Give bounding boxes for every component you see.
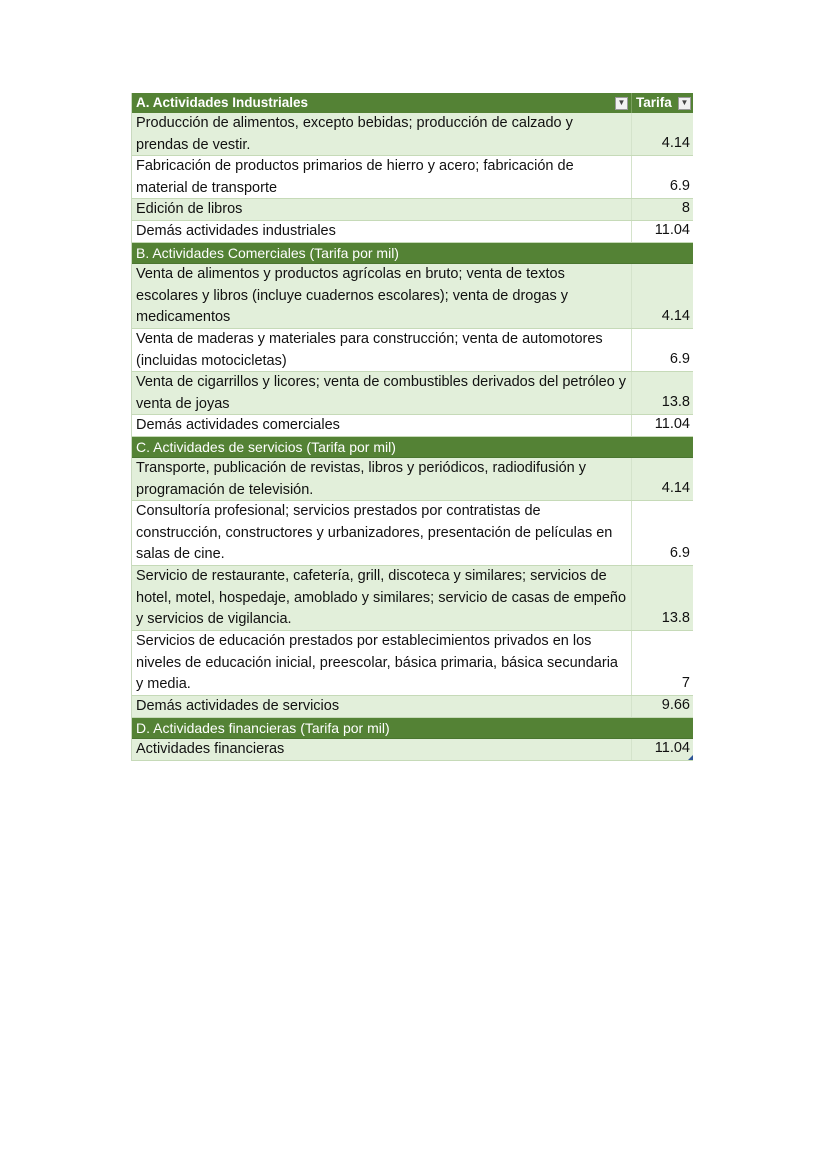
tarifa-cell: 6.9	[631, 329, 693, 371]
section-header-row[interactable]	[132, 243, 693, 264]
activity-cell: Servicios de educación prestados por establecimientos privados en los niveles de educación inicial, preescolar, básica primaria, básica secundaria y media.	[136, 633, 618, 693]
section-header-row[interactable]	[132, 437, 693, 458]
tarifa-column-header[interactable]	[631, 93, 693, 113]
tarifa-cell: 11.04	[631, 739, 693, 760]
table-row[interactable]	[132, 631, 693, 696]
table-row[interactable]	[132, 415, 693, 437]
section-title: B. Actividades Comerciales (Tarifa por mil)	[136, 245, 399, 261]
section-header-row[interactable]	[132, 718, 693, 739]
tarifa-table	[131, 93, 693, 761]
filter-dropdown-icon[interactable]: ▼	[678, 97, 691, 110]
activity-cell: Demás actividades industriales	[136, 223, 336, 239]
tarifa-cell: 13.8	[631, 566, 693, 630]
activity-column-header[interactable]	[132, 93, 631, 113]
activity-cell: Edición de libros	[136, 201, 243, 217]
activity-cell: Servicio de restaurante, cafetería, grill, discoteca y similares; servicios de hotel, motel, hospedaje, amoblado y similares; servicio de casas de empeño y servicios de vigilancia.	[136, 568, 627, 628]
tarifa-cell: 13.8	[631, 372, 693, 414]
table-row[interactable]	[132, 501, 693, 566]
table-row[interactable]	[132, 458, 693, 501]
section-title: D. Actividades financieras (Tarifa por mil)	[136, 720, 390, 736]
section-title: C. Actividades de servicios (Tarifa por mil)	[136, 439, 396, 455]
activity-cell: Venta de alimentos y productos agrícolas en bruto; venta de textos escolares y libros (incluye cuadernos escolares); venta de drogas y medicamentos	[136, 266, 568, 326]
activity-cell: Actividades financieras	[136, 741, 285, 757]
tarifa-cell: 9.66	[631, 696, 693, 717]
table-row[interactable]	[132, 113, 693, 156]
tarifa-cell: 11.04	[631, 221, 693, 242]
tarifa-cell: 7	[631, 631, 693, 695]
tarifa-cell: 4.14	[631, 264, 693, 328]
table-row[interactable]	[132, 199, 693, 221]
activity-cell: Demás actividades de servicios	[136, 698, 340, 714]
filter-dropdown-icon[interactable]: ▼	[615, 97, 628, 110]
tarifa-cell: 11.04	[631, 415, 693, 436]
table-row[interactable]	[132, 696, 693, 718]
activity-cell: Transporte, publicación de revistas, libros y periódicos, radiodifusión y programación de televisión.	[136, 460, 586, 498]
tarifa-cell: 6.9	[631, 156, 693, 198]
tarifa-cell: 4.14	[631, 458, 693, 500]
table-row[interactable]	[132, 221, 693, 243]
table-resize-handle[interactable]	[688, 755, 693, 760]
table-row[interactable]	[132, 264, 693, 329]
tarifa-cell: 8	[631, 199, 693, 220]
table-row[interactable]	[132, 372, 693, 415]
table-row[interactable]	[132, 156, 693, 199]
tarifa-header-label: Tarifa	[636, 95, 672, 111]
table-row[interactable]	[132, 739, 693, 761]
table-row[interactable]	[132, 566, 693, 631]
activity-cell: Consultoría profesional; servicios prestados por contratistas de construcción, constructores y urbanizadores, presentación de películas en salas de cine.	[136, 503, 613, 563]
activity-cell: Demás actividades comerciales	[136, 417, 340, 433]
table-row[interactable]	[132, 329, 693, 372]
tarifa-cell: 6.9	[631, 501, 693, 565]
activity-header-label: A. Actividades Industriales	[136, 95, 309, 110]
tarifa-cell: 4.14	[631, 113, 693, 155]
activity-cell: Fabricación de productos primarios de hierro y acero; fabricación de material de transporte	[136, 158, 574, 196]
activity-cell: Venta de maderas y materiales para construcción; venta de automotores (incluidas motocicletas)	[136, 331, 603, 369]
activity-cell: Producción de alimentos, excepto bebidas; producción de calzado y prendas de vestir.	[136, 115, 573, 153]
activity-cell: Venta de cigarrillos y licores; venta de combustibles derivados del petróleo y venta de joyas	[136, 374, 627, 412]
table-header-row	[132, 93, 693, 113]
